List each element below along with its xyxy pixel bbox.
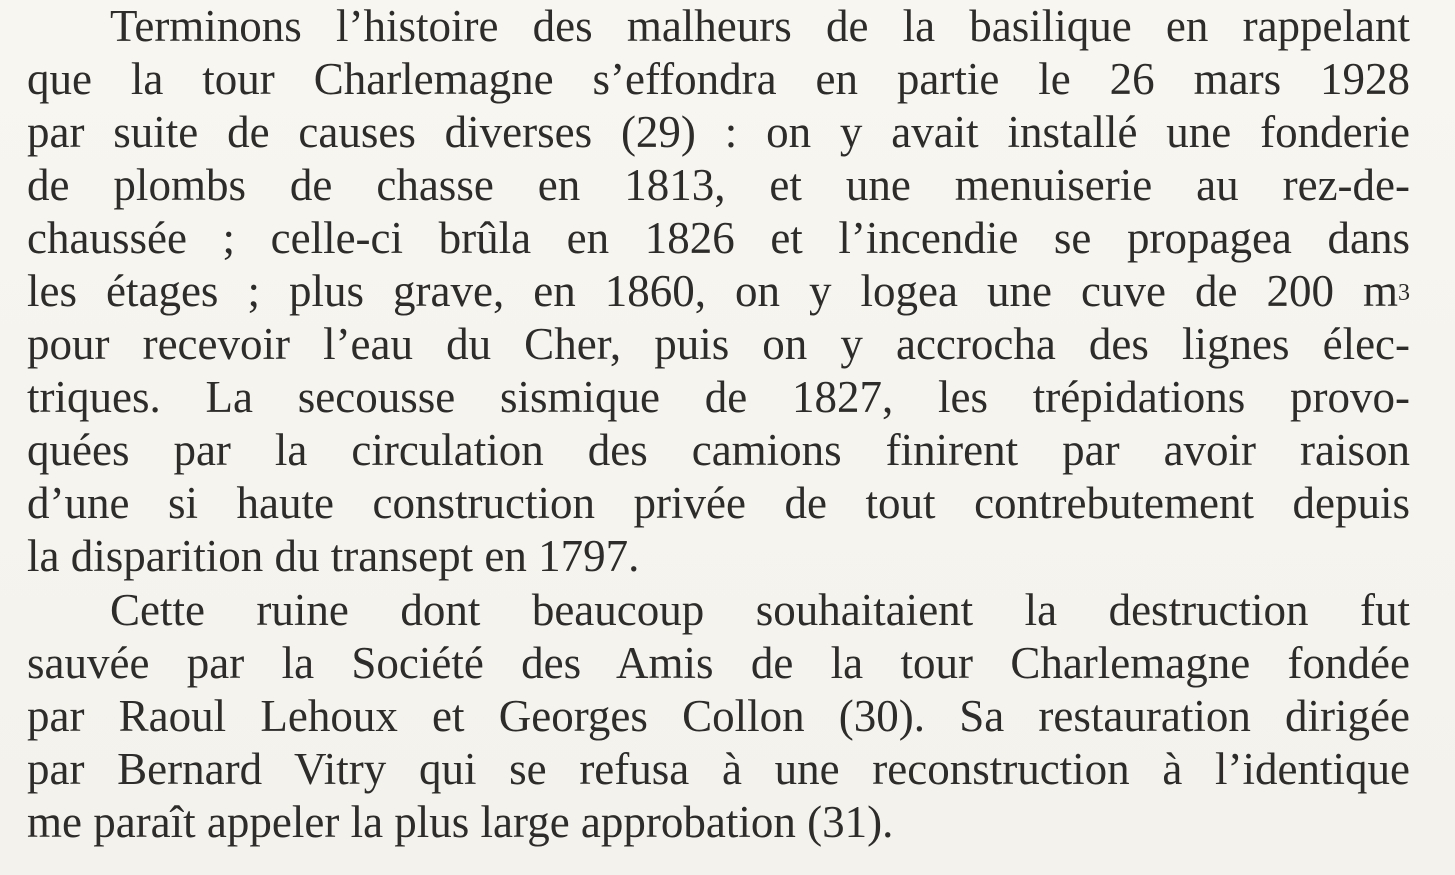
text-line: triques. La secousse sismique de 1827, les trépidations provo- [27,372,1410,422]
text-line: sauvée par la Société des Amis de la tour Charlemagne fondée [27,638,1410,688]
text-line: chaussée ; celle-ci brûla en 1826 et l’incendie se propagea dans [27,213,1410,263]
text-line: de plombs de chasse en 1813, et une menuiserie au rez-de- [27,160,1410,210]
text-line: que la tour Charlemagne s’effondra en partie le 26 mars 1928 [27,54,1410,104]
text-line: par suite de causes diverses (29) : on y avait installé une fonderie [27,107,1410,157]
text-line: Terminons l’histoire des malheurs de la basilique en rappelant [110,1,1410,51]
text-line: par Raoul Lehoux et Georges Collon (30). Sa restauration dirigée [27,691,1410,741]
text-line: par Bernard Vitry qui se refusa à une reconstruction à l’identique [27,744,1410,794]
text-line-last: la disparition du transept en 1797. [27,531,640,581]
text-line-with-superscript [27,265,1410,318]
text-line-main: les étages ; plus grave, en 1860, on y logea une cuve de 200 m [27,266,1398,316]
text-line: Cette ruine dont beaucoup souhaitaient la destruction fut [110,585,1410,635]
text-line: d’une si haute construction privée de tout contrebutement depuis [27,478,1410,528]
superscript-cubic: 3 [1398,280,1410,306]
text-line: quées par la circulation des camions finirent par avoir raison [27,425,1410,475]
text-line: pour recevoir l’eau du Cher, puis on y accrocha des lignes élec- [27,319,1410,369]
text-line-last: me paraît appeler la plus large approbation (31). [27,797,894,847]
